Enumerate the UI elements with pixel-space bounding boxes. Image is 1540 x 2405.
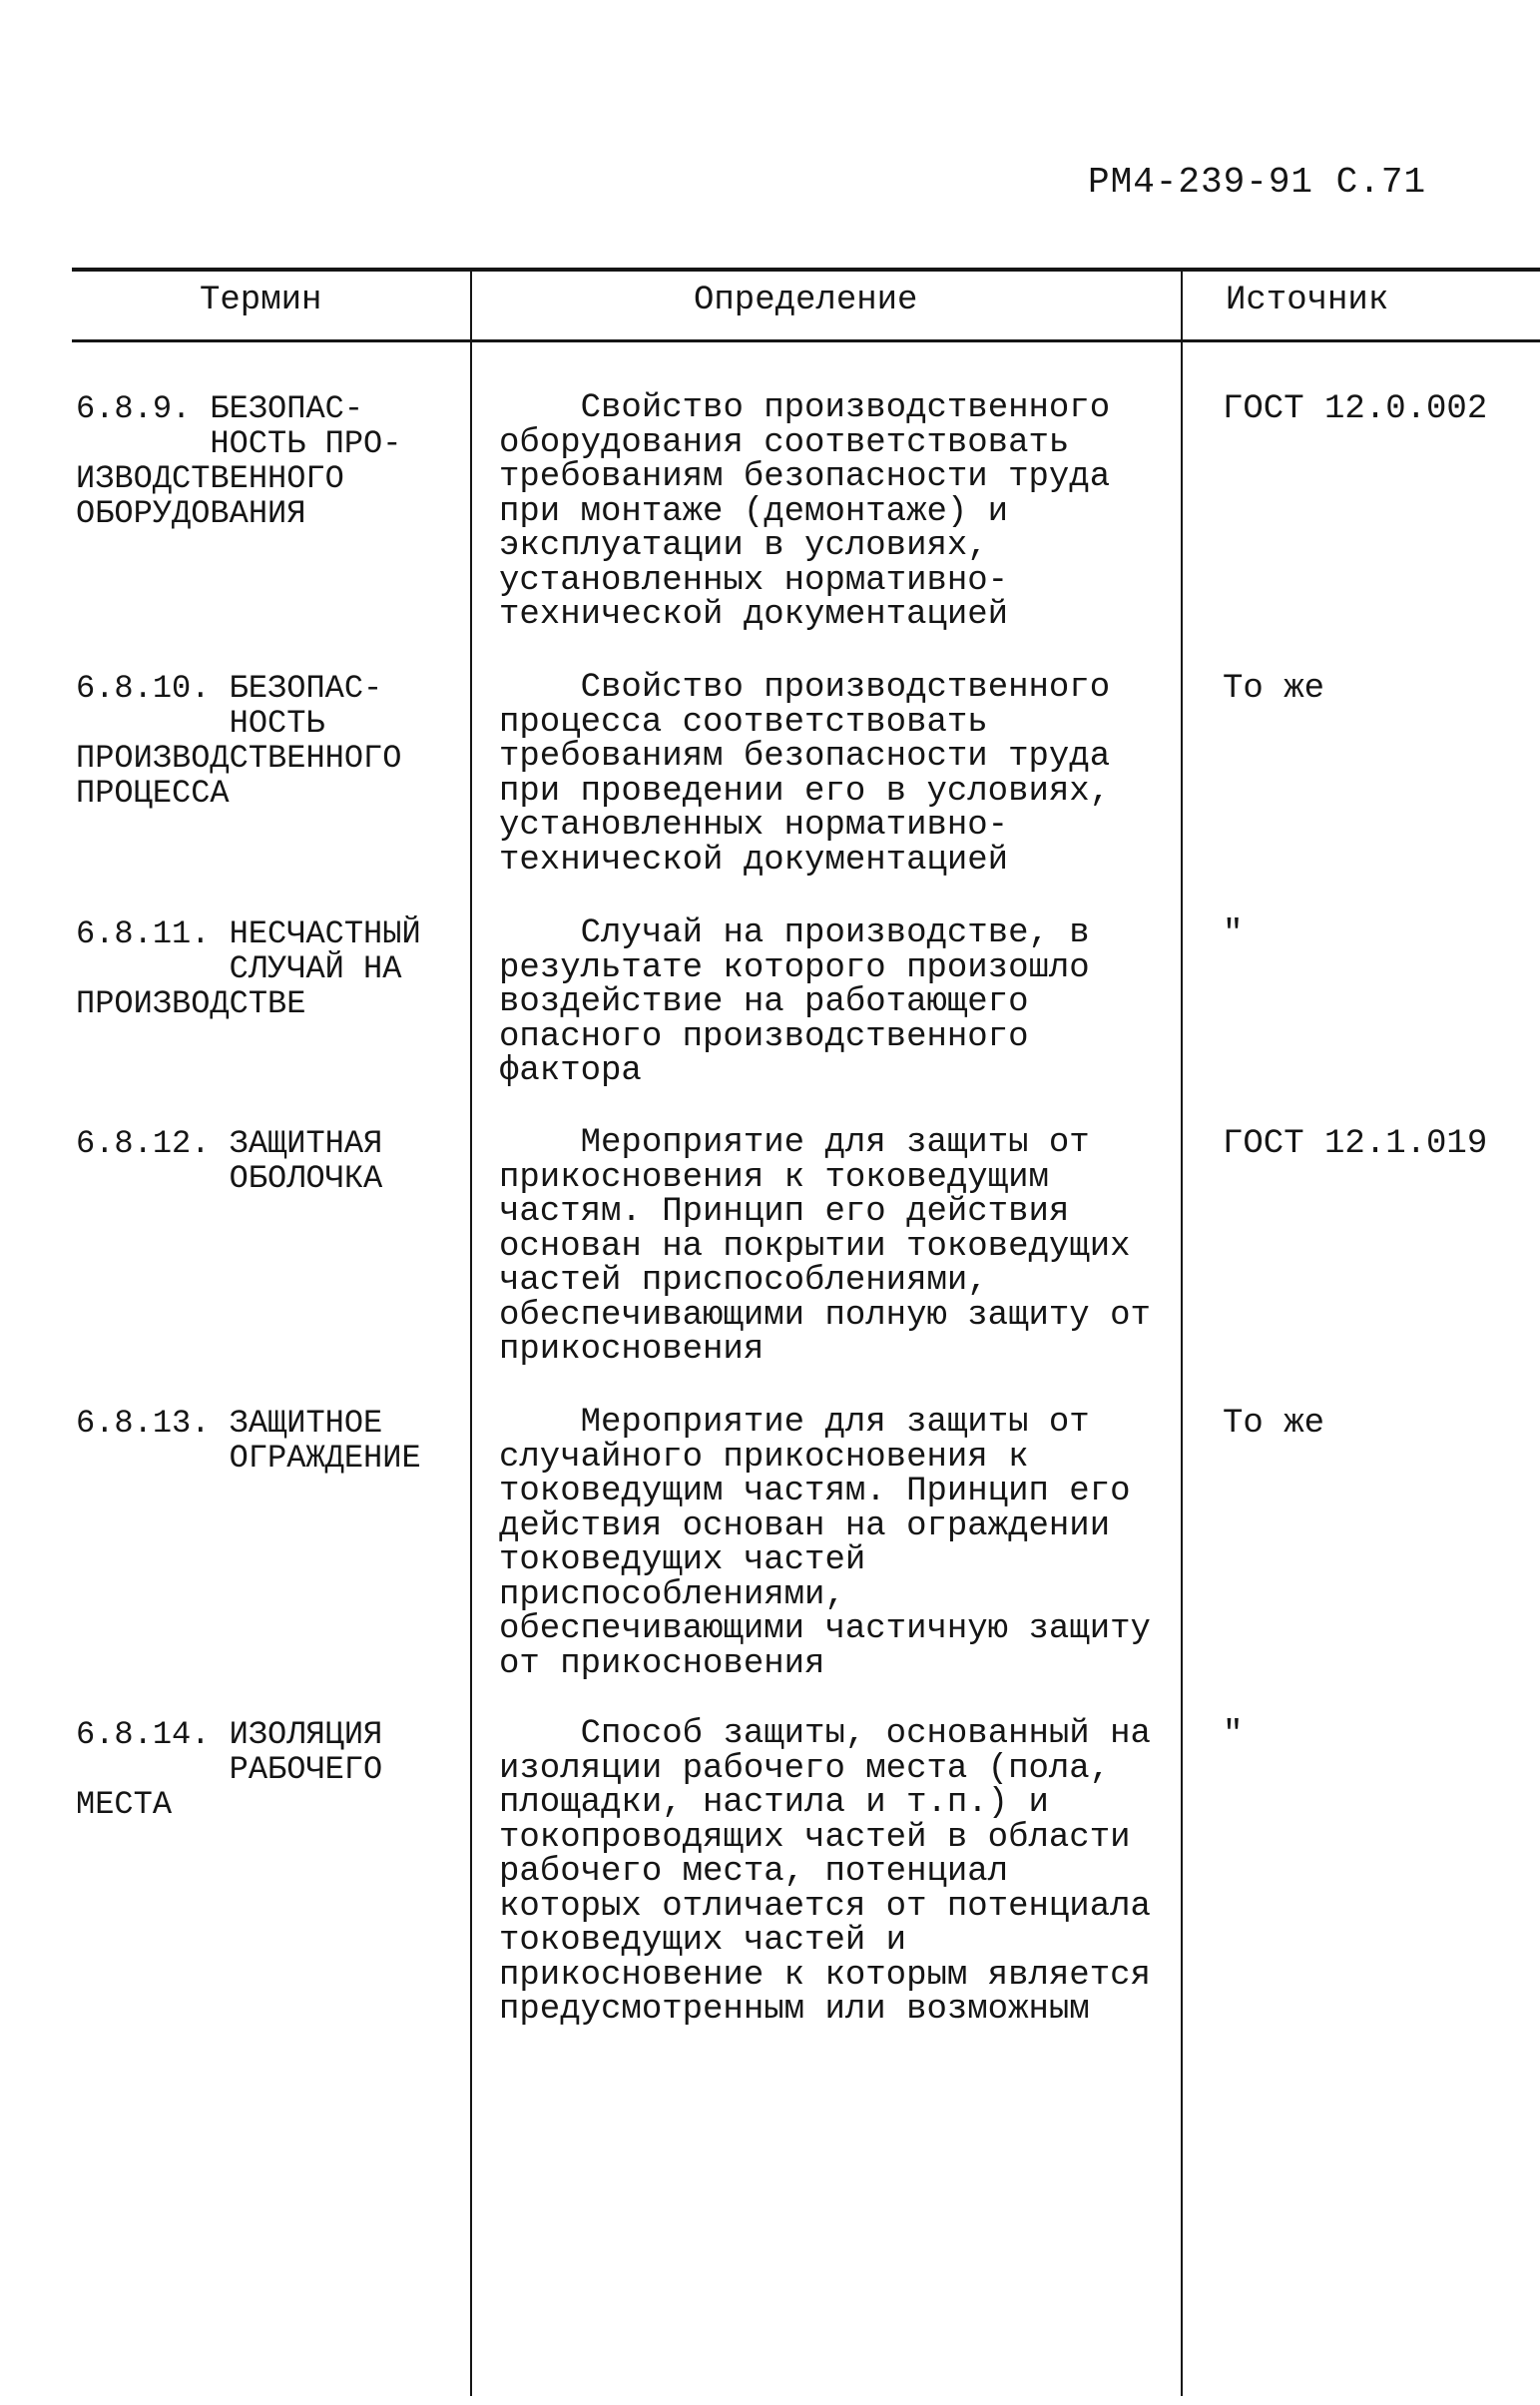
source-cell: ГОСТ 12.1.019 [1223, 1125, 1488, 1163]
term-cell [76, 391, 465, 531]
term-line: 6.8.14. ИЗОЛЯЦИЯ [76, 1716, 383, 1753]
table-header-rule [72, 339, 1540, 342]
term-line: 6.8.9. БЕЗОПАС- [76, 390, 364, 427]
term-line: ПРОЦЕССА [76, 775, 230, 812]
definition-cell: Мероприятие для защиты от прикосновения к токоведущим частям. Принцип его действия основан на покрытии токоведущих частей приспособлениями, обеспечивающими полную защиту от прикосновения [499, 1124, 1172, 1369]
term-line: 6.8.10. БЕЗОПАС- [76, 670, 383, 707]
definition-cell: Способ защиты, основанный на изоляции рабочего места (пола, площадки, настила и т.п.) и токопроводящих частей в области рабочего места, потенциал которых отличается от потенциала токоведущих частей и прикосновение к которым является предусмотренным или возможным [499, 1715, 1172, 2029]
term-cell [76, 671, 465, 811]
term-cell [76, 1126, 465, 1196]
term-line: 6.8.13. ЗАЩИТНОЕ [76, 1405, 383, 1442]
term-line: ОГРАЖДЕНИЕ [76, 1440, 421, 1477]
column-header-source: Источник [1226, 282, 1389, 319]
table-top-rule [72, 268, 1540, 272]
source-cell: " [1223, 1716, 1244, 1754]
term-line: ОБОЛОЧКА [76, 1160, 383, 1197]
term-line: 6.8.11. НЕСЧАСТНЫЙ [76, 915, 421, 952]
column-header-term: Термин [200, 282, 322, 319]
source-cell: ГОСТ 12.0.002 [1223, 390, 1488, 428]
source-cell: То же [1223, 1405, 1325, 1443]
source-cell: То же [1223, 670, 1325, 708]
term-cell [76, 1717, 465, 1822]
column-divider-1 [470, 268, 472, 2396]
column-header-definition: Определение [694, 282, 918, 319]
term-line: 6.8.12. ЗАЩИТНАЯ [76, 1125, 383, 1162]
term-line: ОБОРУДОВАНИЯ [76, 495, 306, 532]
source-cell: " [1223, 915, 1244, 953]
definition-cell: Свойство производственного оборудования соответствовать требованиям безопасности труда при монтаже (демонтаже) и эксплуатации в условиях, установленных нормативно-технической документацией [499, 389, 1131, 634]
term-cell [76, 1406, 465, 1476]
definition-cell: Случай на производстве, в результате которого произошло воздействие на работающего опасного производственного фактора [499, 914, 1111, 1090]
term-line: МЕСТА [76, 1786, 173, 1823]
column-divider-2 [1181, 268, 1183, 2396]
term-line: ИЗВОДСТВЕННОГО [76, 460, 344, 497]
definition-cell: Мероприятие для защиты от случайного прикосновения к токоведущим частям. Принцип его действия основан на ограждении токоведущих частей приспособлениями, обеспечивающими частичную защиту от прикосновения [499, 1404, 1172, 1683]
page-header: РМ4-239-91 С.71 [1088, 162, 1427, 203]
definition-cell: Свойство производственного процесса соответствовать требованиям безопасности труда при проведении его в условиях, установленных нормативно-технической документацией [499, 669, 1131, 880]
term-line: НОСТЬ [76, 705, 325, 742]
term-line: РАБОЧЕГО [76, 1751, 383, 1788]
term-line: ПРОИЗВОДСТВЕННОГО [76, 740, 402, 777]
term-line: СЛУЧАЙ НА [76, 950, 402, 987]
term-line: НОСТЬ ПРО- [76, 425, 402, 462]
term-cell [76, 916, 465, 1021]
term-line: ПРОИЗВОДСТВЕ [76, 985, 306, 1022]
